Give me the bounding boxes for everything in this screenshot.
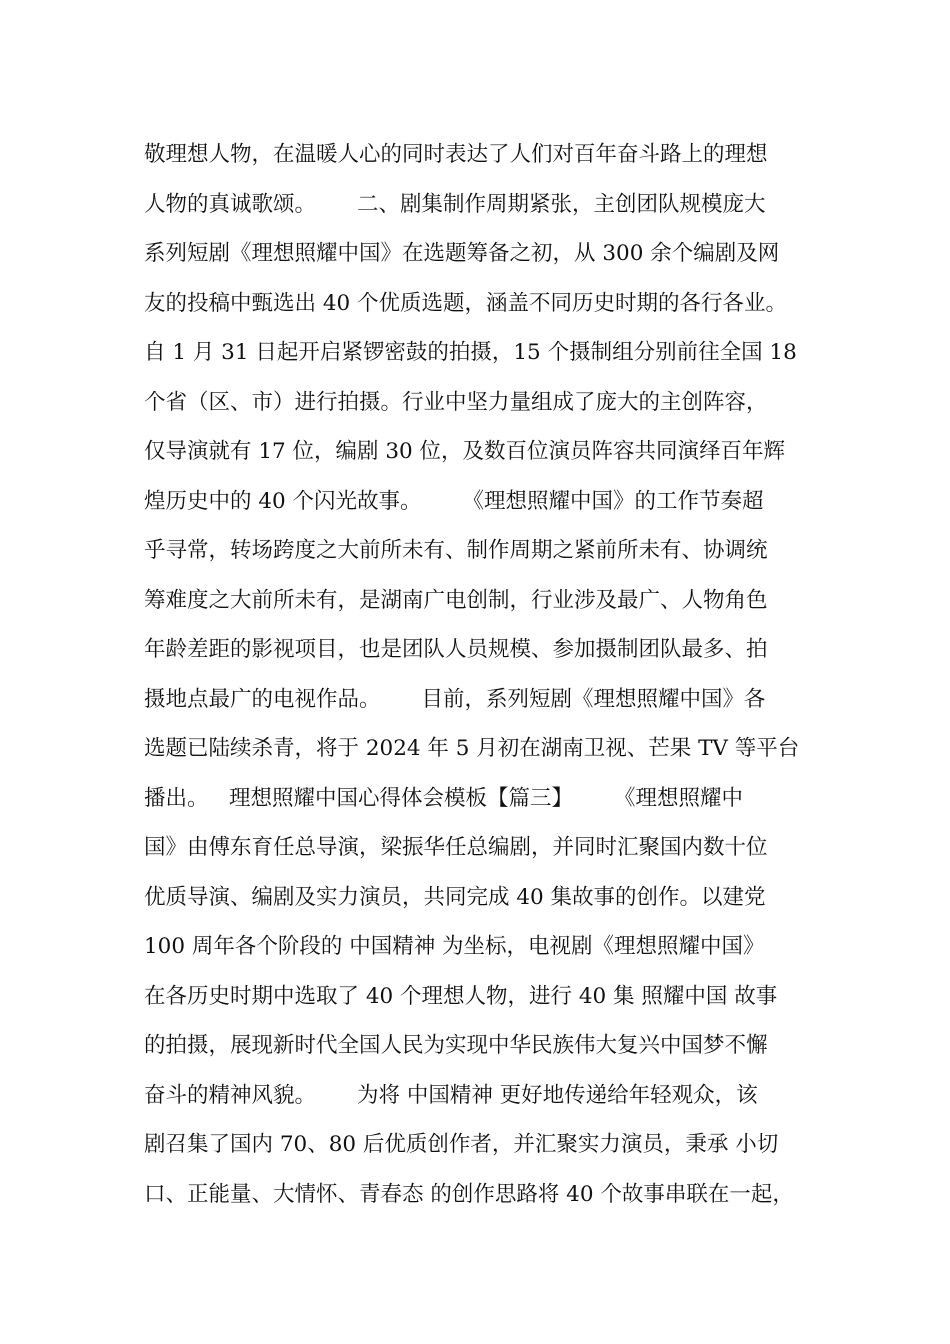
text-line: 仅导演就有 17 位，编剧 30 位，及数百位演员阵容共同演绎百年辉: [144, 439, 786, 464]
text-line: 在各历史时期中选取了 40 个理想人物，进行 40 集 照耀中国 故事: [144, 983, 778, 1009]
text-line: 系列短剧《理想照耀中国》在选题筹备之初，从 300 余个编剧及网: [144, 241, 780, 266]
body-text: [144, 130, 824, 1219]
text-line: 筹难度之大前所未有，是湖南广电创制，行业涉及最广、人物角色: [144, 587, 768, 613]
text-line: 口、正能量、大情怀、青春态 的创作思路将 40 个故事串联在一起，: [144, 1181, 794, 1207]
text-line: 乎寻常，转场跨度之大前所未有、制作周期之紧前所未有、协调统: [144, 538, 768, 563]
text-line: 的拍摄，展现新时代全国人民为实现中华民族伟大复兴中国梦不懈: [144, 1033, 768, 1058]
text-line: 剧召集了国内 70、80 后优质创作者，并汇聚实力演员，秉承 小切: [144, 1132, 779, 1157]
text-line: 人物的真诚歌颂。 二、剧集制作周期紧张，主创团队规模庞大: [144, 191, 766, 217]
text-line: 敬理想人物，在温暖人心的同时表达了人们对百年奋斗路上的理想: [144, 142, 768, 167]
text-line: 国》由傅东育任总导演，梁振华任总编剧，并同时汇聚国内数十位: [144, 835, 768, 860]
text-line: 100 周年各个阶段的 中国精神 为坐标，电视剧《理想照耀中国》: [144, 934, 765, 959]
text-line: 年龄差距的影视项目，也是团队人员规模、参加摄制团队最多、拍: [144, 637, 768, 662]
text-line: 煌历史中的 40 个闪光故事。 《理想照耀中国》的工作节奏超: [144, 488, 764, 514]
text-line: 播出。 理想照耀中国心得体会模板【篇三】 《理想照耀中: [144, 785, 744, 811]
text-line: 奋斗的精神风貌。 为将 中国精神 更好地传递给年轻观众，该: [144, 1082, 758, 1108]
text-line: 友的投稿中甄选出 40 个优质选题，涵盖不同历史时期的各行各业。: [144, 290, 788, 316]
text-line: 自 1 月 31 日起开启紧锣密鼓的拍摄，15 个摄制组分别前往全国 18: [144, 340, 797, 365]
text-line: 优质导演、编剧及实力演员，共同完成 40 集故事的创作。以建党: [144, 884, 766, 910]
text-line: 选题已陆续杀青，将于 2024 年 5 月初在湖南卫视、芒果 TV 等平台: [144, 736, 800, 761]
text-line: 个省（区、市）进行拍摄。行业中坚力量组成了庞大的主创阵容，: [144, 389, 768, 415]
text-line: 摄地点最广的电视作品。 目前，系列短剧《理想照耀中国》各: [144, 686, 766, 712]
